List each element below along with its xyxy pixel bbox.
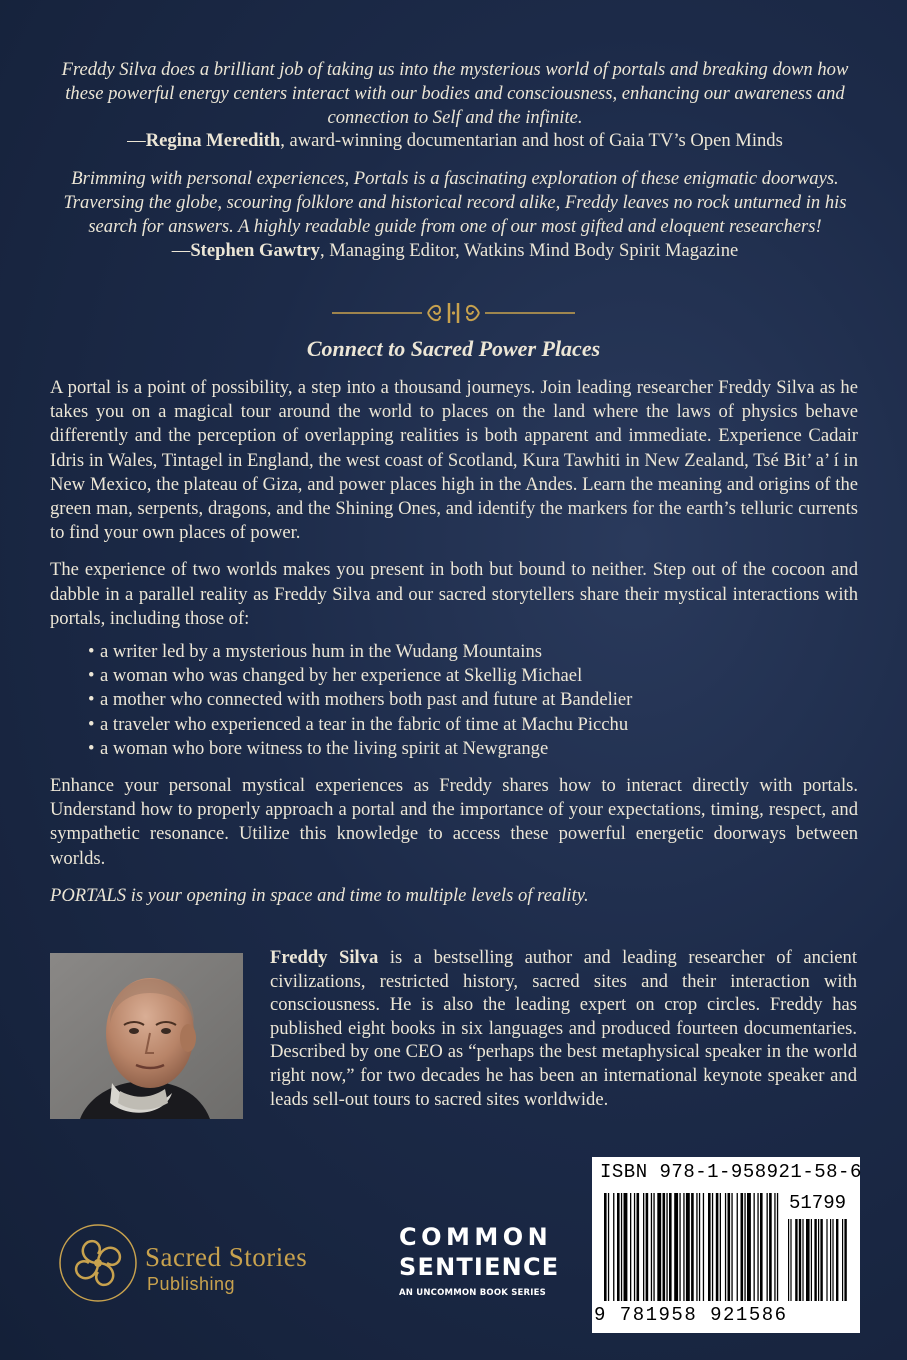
paragraph-1: A portal is a point of possibility, a step into a thousand journeys. Join leading researcher Freddy Silva as he takes you on a magical tour around the world to places on the land where the laws of physics behave differently and the perception of overlapping realities is both apparent and immediate. Experience Cadair Idris in Wales, Tintagel in England, the west coast of Scotland, Kura Tawhiti in New Zealand, Tsé Bit’ a’ í in New Mexico, the plateau of Giza, and power places high in the Andes. Learn the meaning and origins of the green man, serpents, dragons, and the Shining Ones, and identify the markers for the earth’s telluric currents to find your own places of power. — [50, 377, 858, 544]
sacred-stories-swirl-icon — [53, 1218, 143, 1308]
endorsement-attribution — [50, 129, 860, 153]
endorser-title: , Managing Editor, Watkins Mind Body Spirit Magazine — [319, 239, 739, 261]
endorsement-quote: Freddy Silva does a brilliant job of taking us into the mysterious world of portals and breaking down how these powerful energy centers interact with our bodies and consciousness, enhancing our awareness and connection to Self and the infinite. — [61, 59, 849, 128]
publisher-logo — [53, 1218, 373, 1308]
bullet: • — [88, 689, 95, 711]
list-item — [88, 713, 858, 737]
description — [50, 376, 858, 908]
endorsement-quote: Brimming with personal experiences, Portals is a fascinating exploration of these enigmatic doorways. Traversing the globe, scouring folklore and historical record alike, Freddy leaves no rock unturned in his search for answers. A highly readable guide from one of our most gifted and eloquent researchers! — [63, 168, 847, 237]
dash: — — [127, 130, 146, 152]
author-bio — [270, 946, 857, 1111]
list-item-text: a traveler who experienced a tear in the fabric of time at Machu Picchu — [100, 713, 629, 735]
list-item-text: a woman who bore witness to the living spirit at Newgrange — [100, 737, 549, 759]
paragraph-3: Enhance your personal mystical experiences as Freddy shares how to interact directly with portals. Understand how to properly approach a portal and the importance of your expectations, timing, respect, and sympathetic resonance. Utilize this knowledge to access these powerful energetic doorways between worlds. — [50, 775, 858, 869]
series-logo — [399, 1222, 560, 1310]
endorsements — [50, 58, 860, 262]
bullet: • — [88, 737, 95, 759]
author-portrait-image — [50, 953, 243, 1119]
list-item-text: a woman who was changed by her experience at Skellig Michael — [100, 665, 583, 687]
list-item — [88, 640, 858, 664]
author-bio-text: is a bestselling author and leading researcher of ancient civilizations, restricted history, sacred sites and their interaction with consciousness. He is also the leading expert on crop circles. Freddy has published eight books in six languages and produced fourteen documentaries. Described by one CEO as “perhaps the best metaphysical speaker in the world right now,” for two decades he has been an international keynote speaker and leads sell-out tours to sacred sites worldwide. — [270, 947, 858, 1110]
bullet: • — [88, 665, 95, 687]
list-item-text: a mother who connected with mothers both past and future at Bandelier — [100, 689, 633, 711]
endorsement-attribution — [50, 239, 860, 263]
bullet: • — [88, 641, 95, 663]
endorser-name: Regina Meredith — [145, 130, 281, 152]
publisher-sub: Publishing — [147, 1274, 236, 1294]
list-item — [88, 664, 858, 688]
endorsement-2 — [50, 167, 860, 262]
endorser-name: Stephen Gawtry — [190, 239, 320, 261]
tagline: PORTALS is your opening in space and time to multiple levels of reality. — [50, 884, 589, 906]
endorser-title: , award-winning documentarian and host of Gaia TV’s Open Minds — [280, 130, 783, 152]
isbn-text: ISBN 978-1-958921-58-6 — [600, 1161, 862, 1183]
barcode-box — [592, 1157, 860, 1333]
dash: — — [171, 239, 191, 261]
series-tagline: AN UNCOMMON BOOK SERIES — [399, 1288, 546, 1298]
list-item — [88, 737, 858, 761]
list-item — [88, 688, 858, 712]
storyteller-list — [88, 640, 858, 761]
series-line-2: SENTIENCE — [399, 1253, 560, 1281]
endorsement-1 — [50, 58, 860, 153]
ornament-divider-icon — [332, 296, 575, 330]
list-item-text: a writer led by a mysterious hum in the Wudang Mountains — [100, 641, 542, 663]
ean-digits: 9 781958 921586 — [594, 1304, 788, 1326]
series-line-1: COMMON — [399, 1223, 553, 1251]
price-code: 51799 — [788, 1192, 846, 1214]
section-heading: Connect to Sacred Power Places — [306, 336, 601, 361]
author-name: Freddy Silva — [270, 947, 379, 968]
publisher-name: Sacred Stories — [145, 1242, 308, 1272]
paragraph-2: The experience of two worlds makes you present in both but bound to neither. Step out of the cocoon and dabble in a parallel reality as Freddy Silva and our sacred storytellers share their mystical interactions with portals, including those of: — [50, 559, 858, 629]
bullet: • — [88, 713, 95, 735]
author-photo — [50, 953, 243, 1119]
